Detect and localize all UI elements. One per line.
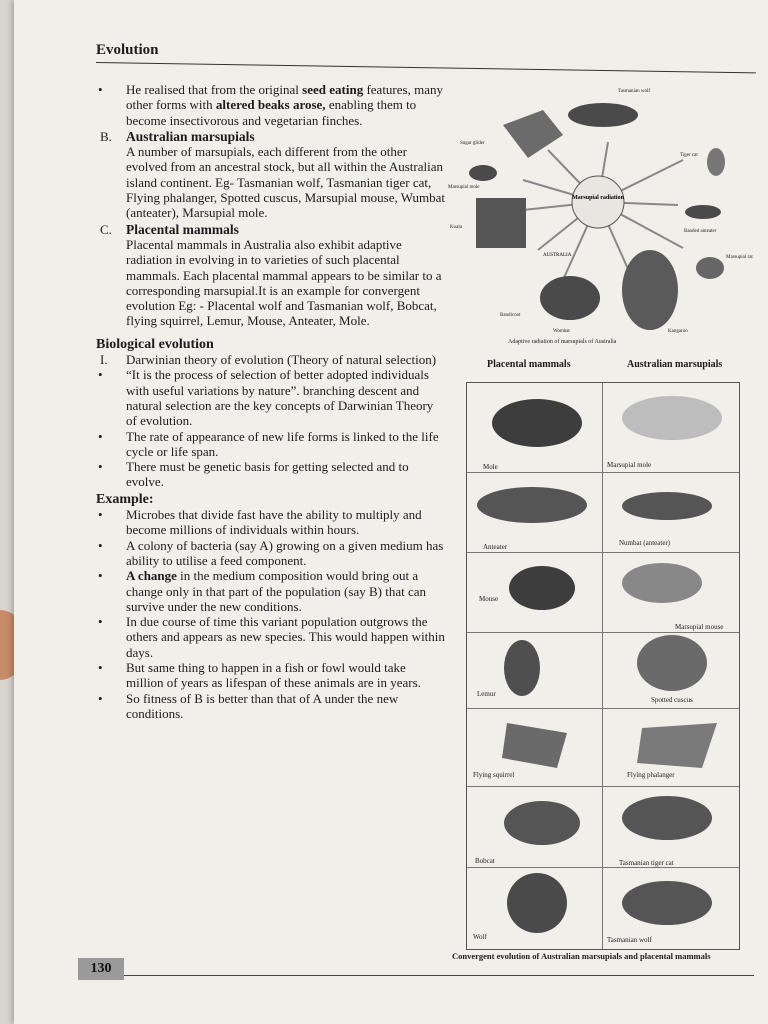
radiation-center xyxy=(572,176,624,228)
svg-text:Koala: Koala xyxy=(450,225,462,230)
table-label-placental: Mole xyxy=(483,463,498,471)
section-title: Australian marsupials xyxy=(126,128,255,144)
marsupial-rat-shape xyxy=(696,257,724,279)
anteater-image xyxy=(477,487,587,523)
svg-text:Kangaroo: Kangaroo xyxy=(668,329,688,334)
darwin-bullet: • The rate of appearance of new life forms is linked to the life cycle or life span. xyxy=(96,429,446,460)
marsupial-mole-image xyxy=(622,396,722,440)
sugar-glider-shape xyxy=(503,110,563,158)
section-b-body: A number of marsupials, each different from the other evolved from an ancestral stock, but all within the Australian island continent. Eg- Tasmanian wolf, Tasmanian tiger cat, Flying phalanger, Spotted cuscus, Marsupial mouse, Wumbat (anteater), Marsupial mole. xyxy=(126,144,445,221)
animal-images xyxy=(467,383,739,949)
flying-squirrel-image xyxy=(502,723,567,768)
intro-bullet: • He realised that from the original seed eating features, many other forms with altered beaks arose, enabling them to become insectivorous and vegetarian finches. xyxy=(96,82,446,128)
tiger-cat-shape xyxy=(707,148,725,176)
section-title: Placental mammals xyxy=(126,221,239,237)
example-bullet: • In due course of time this variant population outgrows the others and appears as new species. This would happen within days. xyxy=(96,614,446,660)
col-header-marsupial: Australian marsupials xyxy=(627,359,723,370)
table-label-placental: Anteater xyxy=(483,543,508,551)
flying-phalanger-image xyxy=(637,723,717,768)
radiation-center-label: Marsupial radiation xyxy=(572,195,624,201)
table-label-placental: Flying squirrel xyxy=(473,771,515,779)
running-header: Evolution xyxy=(96,42,159,58)
convergence-table xyxy=(466,359,740,950)
wombat-shape xyxy=(540,276,600,320)
darwin-bullet: • “It is the process of selection of better adopted individuals with useful variations by nature”. branching descent and natural selection are the key concepts of Darwinian Theory of evolution. xyxy=(96,367,446,428)
table-caption: Convergent evolution of Australian marsupials and placental mammals xyxy=(452,951,711,961)
tasmanian-wolf-shape xyxy=(568,103,638,127)
example-bullet: • Microbes that divide fast have the ability to multiply and become millions of individuals within hours. xyxy=(96,507,446,538)
table-label-marsupial: Spotted cuscus xyxy=(651,696,693,704)
table-label-placental: Wolf xyxy=(473,933,487,941)
example-bullet: • But same thing to happen in a fish or fowl would take million of years as lifespan of these animals are in years. xyxy=(96,660,446,691)
table-label-marsupial: Numbat (anteater) xyxy=(619,539,671,547)
section-letter: B. xyxy=(100,128,112,144)
section-c xyxy=(96,222,446,237)
svg-text:Wombat: Wombat xyxy=(553,329,570,334)
darwin-item: I. Darwinian theory of evolution (Theory of natural selection) xyxy=(100,352,437,368)
table-label-marsupial: Flying phalanger xyxy=(627,771,675,779)
banded-anteater-shape xyxy=(685,205,721,219)
table-label-marsupial: Marsupial mole xyxy=(607,461,652,469)
svg-text:Sugar glider: Sugar glider xyxy=(460,141,485,146)
svg-text:Banded anteater: Banded anteater xyxy=(684,229,717,234)
continent-label: AUSTRALIA xyxy=(543,253,572,258)
table-label-placental: Bobcat xyxy=(475,857,495,865)
section-b xyxy=(96,129,446,144)
svg-text:Marsupial rat: Marsupial rat xyxy=(726,255,753,260)
lemur-image xyxy=(504,640,540,696)
radiation-caption: Adaptive radiation of marsupials of Australia xyxy=(508,339,617,345)
svg-text:Tiger cat: Tiger cat xyxy=(680,153,698,158)
left-text-column xyxy=(96,82,446,721)
marsupial-mole-shape xyxy=(469,165,497,181)
example-bullet: • So fitness of B is better than that of A under the new conditions. xyxy=(96,691,446,722)
footer-rule xyxy=(124,975,754,976)
kangaroo-shape xyxy=(622,250,678,330)
tasmanian-tiger-cat-image xyxy=(622,796,712,840)
table-label-marsupial: Marsupial mouse xyxy=(675,623,724,631)
example-bullet: • A change in the medium composition would bring out a change only in that part of the population (say B) that can survive under the new conditions. xyxy=(96,568,446,614)
table-label-marsupial: Tasmanian wolf xyxy=(607,936,652,944)
biological-evolution-heading: Biological evolution xyxy=(96,336,214,352)
col-header-placental: Placental mammals xyxy=(487,359,571,370)
svg-text:Tasmanian wolf: Tasmanian wolf xyxy=(618,89,651,94)
table-label-placental: Mouse xyxy=(479,595,499,603)
svg-text:Bandicoot: Bandicoot xyxy=(500,313,521,318)
numbat-image xyxy=(622,492,712,520)
bobcat-image xyxy=(504,801,580,845)
wolf-image xyxy=(507,873,567,933)
section-c-body: Placental mammals in Australia also exhibit adaptive radiation in evolving in to varieties of such placental mammals. Each placental mammal appears to be similar to a corresponding marsupial.It is an example for convergent evolution Eg: - Placental wolf and Tasmanian wolf, Bobcat, flying squirrel, Lemur, Mouse, Anteater, Mole. xyxy=(126,236,442,329)
koala-shape xyxy=(476,198,526,248)
table-label-placental: Lemur xyxy=(477,690,496,698)
tasmanian-wolf-image xyxy=(622,881,712,925)
svg-text:Marsupial mole: Marsupial mole xyxy=(448,185,480,190)
page-number: 130 xyxy=(78,958,124,980)
spotted-cuscus-image xyxy=(637,635,707,691)
adaptive-radiation-figure xyxy=(448,80,753,358)
marsupial-mouse-image xyxy=(622,563,702,603)
table-label-marsupial: Tasmanian tiger cat xyxy=(619,859,674,867)
mole-image xyxy=(492,399,582,447)
example-bullet: • A colony of bacteria (say A) growing on a given medium has ability to utilise a feed component. xyxy=(96,538,446,569)
darwin-bullet: • There must be genetic basis for getting selected and to evolve. xyxy=(96,459,446,490)
example-heading: Example: xyxy=(96,491,154,507)
section-letter: C. xyxy=(100,221,112,237)
mouse-image xyxy=(509,566,575,610)
